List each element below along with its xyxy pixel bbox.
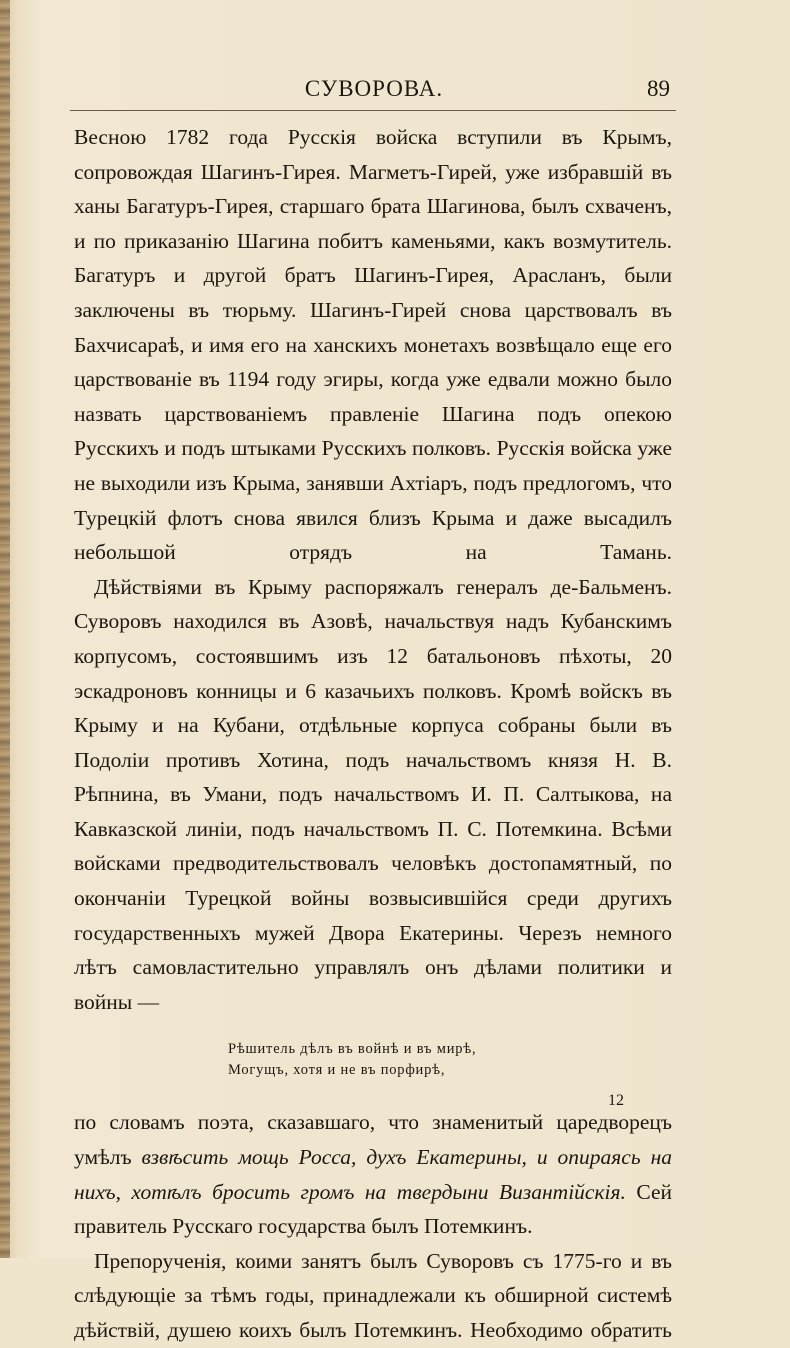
verse-line-1: Рѣшитель дѣлъ въ войнѣ и въ мирѣ, (228, 1041, 477, 1058)
book-binding-edge (0, 0, 10, 1258)
body-text (74, 120, 672, 1348)
header-rule (70, 110, 676, 111)
signature-mark: 12 (608, 1092, 624, 1109)
paragraph-3: Препорученія, коими занятъ былъ Суворовъ съ 1775-го и въ слѣдующіе за тѣмъ годы, принадлежали къ обширной системѣ дѣйствій, душею коихъ былъ Потемкинъ. Необходимо обратить (74, 1248, 672, 1342)
continuation-paragraph (74, 1105, 672, 1243)
running-title: СУВОРОВА. (304, 76, 444, 101)
page-header (74, 72, 674, 108)
continuation-text-start: по словамъ поэта, сказавшаго, что знаменитый царедворецъ умѣлъ (74, 1110, 672, 1170)
italic-quotation: взвѣсить мощь Росса, духъ Екатерины, и опираясь на нихъ, хотѣлъ бросить громъ на твердыни Византійскія. (74, 1145, 672, 1204)
verse-line-2: Могущъ, хотя и не въ порфирѣ, (228, 1062, 446, 1079)
page-number: 89 (647, 76, 670, 101)
paragraph-2: Дѣйствіями въ Крыму распоряжалъ генералъ де-Бальменъ. Суворовъ находился въ Азовѣ, начальствуя надъ Кубанскимъ корпусомъ, состоявшимъ изъ 12 батальоновъ пѣхоты, 20 эскадроновъ конницы и 6 казачьихъ полковъ. Кромѣ войскъ въ Крыму и на Кубани, отдѣльные корпуса собраны были въ Подоліи противъ Хотина, подъ начальствомъ князя Н. В. Рѣпнина, въ Умани, подъ начальствомъ И. П. Салтыкова, на Кавказской линіи, подъ начальствомъ П. С. Потемкина. Всѣми войсками предводительствовалъ человѣкъ достопамятный, по окончаніи Турецкой войны возвысившійся среди другихъ государственныхъ мужей Двора Екатерины. Черезъ немного лѣтъ самовластительно управлялъ онъ дѣлами политики и войны — (74, 574, 672, 1014)
verse-quote (228, 1039, 672, 1081)
paragraph-1: Весною 1782 года Русскія войска вступили въ Крымъ, сопровождая Шагинъ-Гирея. Магметъ-Гирей, уже избравшій въ ханы Багатуръ-Гирея, старшаго брата Шагинова, былъ схваченъ, и по приказанію Шагина побитъ каменьями, какъ возмутитель. Багатуръ и другой братъ Шагинъ-Гирея, Арасланъ, были заключены въ тюрьму. Шагинъ-Гирей снова царствовалъ въ Бахчисараѣ, и имя его на ханскихъ монетахъ возвѣщало еще его царствованіе въ 1194 году эгиры, когда уже едвали можно было назвать царствованіемъ правленіе Шагина подъ опекою Русскихъ и подъ штыками Русскихъ полковъ. Русскія войска уже не выходили изъ Крыма, занявши Ахтіаръ, подъ предлогомъ, что Турецкій флотъ снова явился близъ Крыма и даже высадилъ небольшой отрядъ на Тамань. (74, 125, 672, 565)
continuation-text-end: Сей правитель Русскаго государства былъ Потемкинъ. (74, 1179, 673, 1239)
